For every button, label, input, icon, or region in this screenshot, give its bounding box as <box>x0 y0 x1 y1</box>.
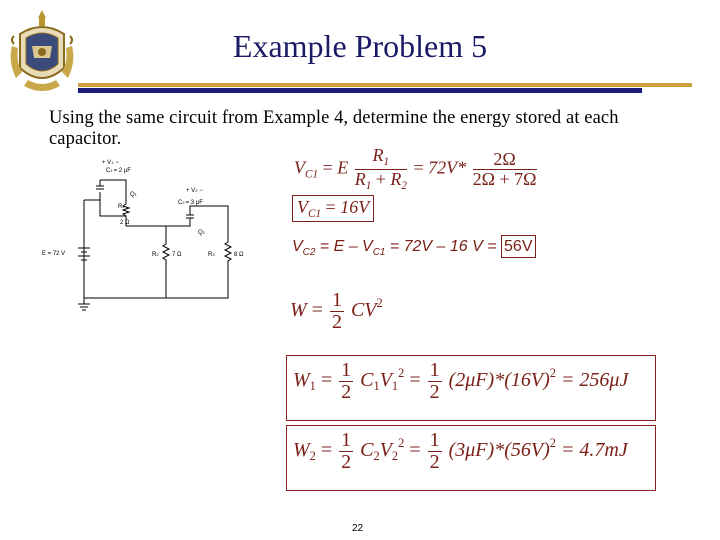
svg-text:+ V1−: + V1 − <box>102 160 119 166</box>
problem-statement: Using the same circuit from Example 4, determine the energy stored at each capacitor. <box>49 108 619 149</box>
title-rule-gold <box>78 83 692 87</box>
svg-text:7 Ω: 7 Ω <box>172 252 182 258</box>
svg-text:C1= 2 μF: C1= 2 μF <box>106 168 131 174</box>
svg-text:8 Ω: 8 Ω <box>234 252 244 258</box>
svg-text:R2: R2 <box>152 252 159 258</box>
svg-text:E = 72 V: E = 72 V <box>42 251 66 257</box>
slide-title: Example Problem 5 <box>232 28 488 64</box>
page-number: 22 <box>352 523 364 534</box>
svg-text:Q1: Q1 <box>130 192 137 198</box>
vc1-voltage-divider-equation: $V_{C1} = E$ $\frac{R_1}{R_1 + R_2}$ = 72V* $\frac{2\Omega}{2\Omega + 7\Omega}$ <box>294 145 537 192</box>
svg-text:Q2: Q2 <box>198 230 205 236</box>
energy-formula: W = $\frac{1}{2}$ $CV^2$ <box>290 289 383 333</box>
w1-energy-equation: $W_1$ = $\frac{1}{2}$ $C_1V_1^2$ = $\frac{1}{2}$ $(2\mu F)*(16V)^2 = 256\mu J$ <box>286 355 656 421</box>
svg-text:R1: R1 <box>118 204 125 210</box>
title-rule-navy <box>78 88 642 93</box>
svg-text:+ V2−: + V2 − <box>186 188 203 194</box>
svg-text:2 Ω: 2 Ω <box>120 220 130 226</box>
vc2-result: 56V <box>501 235 535 258</box>
vc1-result: $V_{C1} = 16V$ <box>292 195 374 222</box>
circuit-diagram <box>40 156 250 312</box>
vc2-equation: $V_{C2} = E - V_{C1} = 72V - 16$ V = 56V <box>292 238 536 258</box>
w2-energy-equation: $W_2$ = $\frac{1}{2}$ $C_2V_2^2$ = $\frac{1}{2}$ $(3\mu F)*(56V)^2 = 4.7mJ$ <box>286 425 656 491</box>
svg-text:C2= 3 μF: C2= 3 μF <box>178 200 203 206</box>
svg-text:R3: R3 <box>208 252 215 258</box>
